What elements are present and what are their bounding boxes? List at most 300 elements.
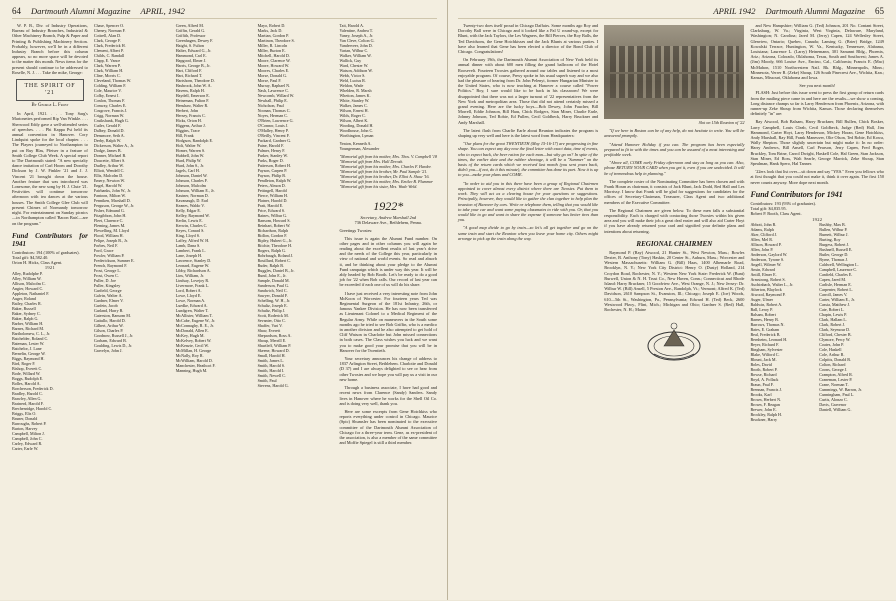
list-item: Fantoon, Milton W. (93, 193, 126, 198)
list-item: Haight, S. Fulton (175, 43, 204, 48)
list-item: Brainerd, Harold F. (12, 400, 44, 406)
list-item: Kavanaugh, D. Earl (175, 198, 209, 203)
class-note-paragraph: Through a business associate, I have had good and recent news from Clarence (Sandy) Sanders. Sandy lives in Hanover where he works for the Shell Oil Co. and is doing very well, thank you. (339, 385, 437, 406)
contributor-columns (750, 222, 884, 422)
list-item: Donner, Michael B. (93, 153, 127, 158)
list-item: O'Malley, Henry P. (257, 128, 289, 133)
list-item: Aker, Clifford J. (750, 231, 778, 237)
fund-title-1921: Fund Contributors for 1941 (12, 231, 88, 248)
list-item: Schultz, Philip J. (257, 308, 286, 313)
contributor-list (819, 222, 884, 422)
regional-chairmen-continued: and New Hampshire; William G. (Ted) Johnson, 201 No. Contant Street, Clarksburg, W. Va.; Virginia, West Virginia, Delaware, Maryland, Washington; N. Carolina; Jared M. (Jerry) Capen, 124 Wellesley Street, Glenview, Ontario; Quebec, Canada; Lansing G. (Brier) Bridge, 1249 Kowalski Terrace, Huntington, W. Va., Kentucky, Tennessee, Alabama, Louisiana; Laurence L. (Larry) Heinemann, 301 Sanunnt Bldg., Phoenix, Ariz.; Arizona, Colorado, Oklahoma, Texas, South and Southwest; James A. (Jim) Moody, 666 Louise Ave., Encino, Cal., California; Francis E. (Mac) McMahon, 1510 Northwestern Natl. Bk. Bldg., Minneapolis, Minn.; Minnesota, Verrer R. (Zeke) Shoup, 126 South Pinecrest Ave., Wichita, Kan.; Kansas, Missouri, Oklahoma and Iowa. (750, 23, 884, 81)
list-item: Dodge, James B. (93, 148, 122, 153)
list-item: Rohrbaugh, Roland J. (257, 253, 294, 258)
list-item: McCabe, Eugene W., Jr. (175, 318, 216, 323)
list-item: Newcomb, Willard W. (257, 93, 295, 98)
contributor-list (94, 23, 170, 353)
list-item: Keanes, Waldo V. (175, 203, 205, 208)
list-item: Noonan, Thomas C. (257, 108, 291, 113)
list-item: Bode, Willard W. (12, 370, 41, 376)
list-item: Sanderson, Paul G. (257, 283, 289, 288)
spirit-of-21-box: THE SPIRIT OF '21 (16, 79, 84, 101)
list-item: Smith, Harold S. (257, 363, 286, 368)
list-item: Hartshorn, Theodore D. (175, 78, 215, 83)
list-item: Burting, Roy (819, 236, 841, 242)
left-col-2 (94, 23, 170, 601)
list-item: Barnes, Richard M. (12, 325, 45, 331)
left-magazine-title: Dartmouth Alumni Magazine (31, 6, 131, 16)
list-item: Garfield, George (93, 288, 122, 293)
right-columns (458, 23, 884, 601)
list-item: Batchelder, Roland C. (12, 335, 49, 341)
photo-caption: Slot on 15th Reunion of '22 (698, 120, 745, 125)
list-item: Homer, Warren S. (175, 148, 206, 153)
list-item: "Memorial gift from his sister, Mrs. Wade Weld. (339, 184, 418, 189)
list-item: Alley, Rudolphe P. (12, 270, 43, 276)
left-col-1 (12, 23, 88, 601)
left-col-3 (176, 23, 252, 601)
list-item: Bingham, Sylvester (750, 346, 783, 352)
list-item: Shurtleff, William P. (257, 343, 292, 348)
list-item: Youngerman, Alexander (339, 146, 380, 151)
list-item: Frederickson, Sumner E. (93, 258, 135, 263)
list-item: Pendleton, Ralph W. (257, 178, 292, 183)
list-item: Sevanter, Otto C. (257, 318, 286, 323)
list-item: Clifford, Chester B. (819, 331, 852, 337)
list-item: Bushby, Max B. (819, 221, 846, 227)
list-item: Colby, Ernest I. (93, 93, 120, 98)
list-item: Scott, Roderick M. (257, 313, 289, 318)
list-item: Schultz, Joseph E. (257, 303, 288, 308)
list-item: Auchinbach, Walter L., Jr. (750, 281, 794, 287)
see-you-line: See you next month! (799, 83, 836, 89)
list-item: Lowe, Norman A. (175, 298, 206, 303)
list-item: Biggs, Raymond H. (12, 355, 45, 361)
list-item: Keyes, Conrad S. (175, 228, 205, 233)
list-item: Havens, Ralph H. (175, 88, 205, 93)
list-item: Anderson, Tyrone S. (750, 256, 785, 262)
class-note-paragraph: The Regional Chairmen are given below. To these men falls a substantial responsibility. Each is charged with contacting those Twosies within his given area and you will make their job a great deal easier and will also aid Carter Hoyt if you have already returned your card and signified your definite plans and intentions about returning. (604, 207, 745, 234)
left-page-number: 64 (12, 6, 21, 16)
list-item: Richardson, Ralph (257, 228, 289, 233)
list-item: Livermore, Frank L. (175, 283, 210, 288)
right-page (448, 0, 896, 600)
list-item: Cutler, Gerald F. (93, 123, 122, 128)
contributor-list (176, 23, 252, 373)
list-item: Burgess, Robert J. (819, 241, 850, 247)
class-note-paragraph: The complete roster of the Nominating Committee has been chosen and with Frank Horan as chairman, it consists of Jack Blunt, Jack Dodd, Red Hall and Les Morrissy. I know that Frank will be glad for suggestions for candidates for the offices of Secretary-Chairman, Treasurer, Class Agent and two additional members of the Executive Committee. (604, 178, 745, 205)
list-item: Bolles, Harold A. (12, 380, 41, 386)
list-item: Campbell, John C. (12, 435, 43, 441)
list-item: Barrows, Thomas N. (750, 321, 785, 327)
list-item: Johnson, Malcolm (175, 183, 206, 188)
list-item: Auger, Ulmer (750, 296, 774, 302)
list-item: Boyd, A. Pollack (750, 376, 779, 382)
right-magazine-title: Dartmouth Alumni Magazine (765, 6, 865, 16)
list-item: Hill, Frank (175, 133, 194, 138)
list-item: Bartholomew, C. L., Jr. (12, 330, 51, 336)
list-item: Rund, John E., Jr. (257, 273, 287, 278)
list-item: Crigg, Norman W. (93, 113, 125, 118)
left-running-head (12, 6, 437, 19)
list-item: McWilliam, Harold D. (175, 358, 213, 363)
list-item: Miller, R. Lincoln (257, 43, 288, 48)
photo-crowd-row (610, 46, 739, 72)
list-item: Lane, Joseph H. (175, 253, 203, 258)
right-col-3 (750, 23, 884, 601)
list-item: Bateman, Lester W. (12, 340, 45, 346)
list-item: Kelley, Raymond W. (175, 213, 210, 218)
left-columns (12, 23, 437, 601)
list-item: Shepardson, Ross A. (257, 333, 292, 338)
list-item: Jagels, Carl H. (175, 168, 200, 173)
list-item: Walker, William W. (339, 53, 372, 58)
list-item: Murray, Raphael N. (257, 83, 291, 88)
list-item: Allison, Howard P. (750, 241, 782, 247)
list-item: Smith, Paul (257, 378, 277, 383)
reunion-quote: "A good map divide to go by train—so let's all get together and go on the same train and start the Reunion when you leave your home city. Others might arrange to pick up the train along the way. (458, 225, 599, 241)
list-item: Carley, Edward R. (12, 440, 43, 446)
list-item: Baker, Ralph G. (12, 315, 39, 321)
list-item: Hubbell, John W. (175, 153, 205, 158)
list-item: Bowse, Richard (750, 371, 777, 377)
list-item: Harris, George B., Jr. (175, 63, 211, 68)
list-item: Griffith, Professor (175, 33, 206, 38)
list-item: Brewer, John E. (750, 406, 777, 412)
list-item: Blake, Wilford C. (750, 351, 780, 357)
list-item: Moores, Charles E. (257, 68, 290, 73)
list-item: Libby, Richardson A. (175, 268, 211, 273)
list-item: Chapin, Lewis P. (819, 311, 847, 317)
list-item: Brown, Herbert N. (750, 396, 782, 402)
list-item: Hurd, Philip W. (175, 158, 202, 163)
list-item: Cline, Morris C. (93, 73, 121, 78)
list-item: McMillan, H. George (175, 348, 212, 353)
class-note-paragraph: I have just received a very interesting note from John McKoon of Worcester. For fourteen years Ted was Regimental Surgeon of the 181st Infantry, 26th, or famous Yankee Division. He has now been transferred as Lieutenant Colonel to a Medical Regiment of the Regular Army. While on maneuvers in the South some months ago he tried to see Bob Griffin, who is a medico in another division and he also attempted to get hold of Cliff Watson in Charlotte but John missed connections in both cases. The Class wishes you luck and we want you to make good your promise that you will be in Hanover for the Twentieth. (339, 290, 437, 353)
right-page-number: 65 (875, 6, 884, 16)
list-item: Curtis, Alonzo C. (819, 396, 848, 402)
list-item: McKenzie, Cecil W. (175, 343, 209, 348)
list-item: Elliott, Wendell C. (93, 168, 125, 173)
list-item: Felipe, Joseph B., Jr. (93, 238, 128, 243)
list-item: Cruikshank, Hugh G. (93, 118, 129, 123)
list-item: Lamb, Dana S. (175, 243, 201, 248)
list-item: Bernheim, Leonard H. (750, 336, 788, 342)
list-item: Wilson, Albert K. (339, 118, 369, 123)
list-item: Mayo, Robert D. (257, 23, 286, 28)
list-item: "Memorial gift from Mrs. Hall Derosh. (339, 159, 404, 164)
list-item: Ferguson, George W., Jr. (93, 203, 135, 208)
list-item: Brooks, Karl (750, 391, 772, 397)
list-item: Gilbert, Arthur W. (93, 323, 124, 328)
reunion-quote: "Above all, COME early Friday afternoon and stay as long as you can. Also, please RETURN YOUR CARD when you get it, even if you are undecided. It will be of tremendous help in planning." (604, 160, 745, 176)
list-item: Cosgrove, Francis J. (93, 108, 128, 113)
contributor-list (750, 222, 815, 422)
list-item: Whelden, R. Marsh (339, 88, 372, 93)
list-item: Cole, Haskell (819, 346, 842, 352)
right-col-2 (604, 23, 744, 601)
list-item: Doucette, Albert S. (93, 158, 126, 163)
list-item: Emery, Newton W. (93, 178, 125, 183)
list-item: Blount, Jack M. (750, 356, 777, 362)
list-item: Burnett, Wilbur J. (819, 231, 849, 237)
list-item: Campbell, Laurence C. (819, 266, 858, 272)
byline: By George L. Frost (31, 103, 69, 109)
list-item: Raines, Wilbur G. (257, 213, 288, 218)
list-item: Mitchell, Harold D. (257, 53, 290, 58)
contributor-list (12, 271, 88, 451)
list-item: Briggs, Elis O. (12, 410, 37, 416)
list-item: Coates, John P. (819, 341, 845, 347)
list-item: Coons, George J. (819, 366, 848, 372)
contributor-list (339, 141, 437, 151)
list-item: Conlon, Thomas F. (93, 98, 126, 103)
list-item: McConnaghy, R. E., Jr. (175, 323, 214, 328)
list-item: Burton, Harvey (12, 425, 38, 431)
list-item: Heineman, Fulton F. (175, 98, 210, 103)
list-item: Bushnell, Russell E. (819, 246, 853, 252)
class-note-paragraph: Your secretary announces his change of address to 1837 Arlington Street, Bethlehem. Charlotte and Donald (D 37) and I are always delighted to see or hear from other Twosies and we hope you will pay us a visit in our new home. (339, 356, 437, 382)
list-item: O'Reilly, Vincent F. (257, 133, 290, 138)
list-item: Goodnow, Russell J., Jr. (93, 333, 134, 338)
list-item: Pierce, William H. (257, 193, 289, 198)
list-item: Burroughs, Robert P. (12, 420, 47, 426)
list-item: Bernelin, George W. (12, 350, 46, 356)
list-item: Gravelyn, John J. (93, 348, 123, 353)
list-item: Higgens, Arthur J. (175, 123, 206, 128)
list-item: Walker, James C. (339, 103, 368, 108)
list-item: Angier, Howard C. (12, 285, 44, 291)
list-item: Clark, William H. (93, 68, 124, 73)
list-item: Sandwich, Neil C. (257, 288, 288, 293)
list-item: Ansin, Edward (750, 266, 775, 272)
list-item: Flewelling, M. Lloyd (93, 228, 129, 233)
list-item: Fuller, Kingsley (93, 283, 121, 288)
list-item: Brawley, Allen G. (12, 395, 42, 401)
list-item: Henshaw, Walter R. (175, 103, 209, 108)
class-note-paragraph: '22ers look that list over—sit down and say "YES." Even you fellows who at first thought that you could not make it, think it over again. The first 150 never counts anyway. More dope next month. (750, 169, 884, 185)
list-item: Ellis, Malcolm D. (93, 173, 124, 178)
left-col-4 (258, 23, 334, 601)
list-item: Barber, William H. (12, 320, 44, 326)
list-item: Hapgood, Elmer J. (175, 58, 207, 63)
list-item: Ripley, Hubert G., Jr. (257, 238, 293, 243)
list-item: Payson, Philip B. (257, 173, 287, 178)
attendees-list: Ray Atwood, Bob Balsam, Harry Bruckner, Bill Bullen, Chick Bosker, Larry Campbell, Louis Cleab, Cecil Goldbeck, Judge (Red) Hall, Jim Hammond, Carter Hoyt, Larry Henderson, Mickey Horan, Gene Hotchkiss, Andy Marshall, Ray Hill, Frank Maneuver, Olie Olson, Ted Robie, Ed Kowa, Wally Shepton. Those slightly uncertain but might make it: In no order: Harry Andrews, Bill Ansell, Carl Pearson, Jerry Capen, Fred Boger, Bruckley, Tom Brine, Carrol Dwight, Haskell Cole, Hal Green, Stan Jackson, Stan Miner, Ed Ross, Walt Searle, George Marrick, Zeke Shoup, Stan Spealman, Hank Spero, Hal Tanner. (750, 119, 884, 167)
list-item: Marks, Jack D. (257, 28, 283, 33)
list-item: Smith, Newell C. (257, 373, 287, 378)
list-item: Caldwell, Wellington L. (819, 261, 859, 267)
class-year-heading: 1922* (373, 199, 404, 213)
list-item: Hasbrook, John W. A. (175, 83, 212, 88)
list-item: Small, Harold H. (257, 353, 286, 358)
list-item: Beyer, Richard F. (750, 341, 780, 347)
contributor-list (258, 23, 334, 388)
list-item: Noyes, Herman C. (257, 113, 289, 118)
list-item: Ridlon, Gordon F. (257, 233, 288, 238)
list-item: "Memorial gift from his mother, Mrs. Charles F. Harder. (339, 164, 432, 169)
column-intro: W. P. B., Div. of Industry Operations, Bureau of Industry Branches, Industrial & Other Machinery Branch, Pulp & Paper and Printing & Publishing Machinery Section. Probably, however, we'll be in a different Industry Branch before this column appears, so no more space will be devoted to the matter this month. News items for the present should continue to be addressed to Roselle, N. J. . . . Take the mike, George: (12, 23, 88, 75)
list-item: Nash, Lawrence C. (257, 88, 289, 93)
list-item: Canfield, Charles E. (819, 271, 853, 277)
list-item: Laffey, Alfred W. H. (175, 238, 210, 243)
list-item: Chase, Spencer O. (93, 23, 125, 28)
list-item: McDonald, Allen E. (175, 328, 209, 333)
list-item: Borcherson, Frederick D. (12, 385, 54, 391)
list-item: Dudley, Arthur W. (93, 163, 124, 168)
list-item: Byrne, Thomas J. (819, 256, 849, 262)
list-item: Lins, William, Jr. (175, 273, 205, 278)
list-item: Abbott, John R. (750, 221, 777, 227)
list-item: Sawyer, Donald F. (257, 293, 288, 298)
list-item: Shoup, Merrill E. (257, 338, 287, 343)
regional-chairmen-list: Raymond P. (Ray) Atwood, 21 Hunter St., West Newton, Mass.; Bowles Dexter, B. Anthony (Tony) Haskin, 20 Center St., Auburn, Mass.; Worcester and Western Massachusetts: William G. (Bill) Haas, 1400 Albemarle Road, Brooklyn, N. Y.; New York City District: Henry O. (Dusty) Holland, 214 Croydon Road, Rochester, N. Y.; Western New York State: Frederick W. (Bunt) Burwell, Union & N. H. Trust Co., New Haven, Conn.; Connecticut and Rhode Island: Harry Bruckner, 15 Goodview Ave., West Orange, N. J.; New Jersey: Dr. Wilbur W. (Bill) Ansell, 5 Preston Ave., Randolph, Vt.; Vermont; Alfred K. (Ted) Davidson, 2610 Sampson St., Evanston, Ill.; Chicago; Joseph E. (Joe) Woods, 610—5th St., Washington, Pa., Pennsylvania; Edward H. (Ted) Beck, 2600 Westwood Pkwy., Flint, Mich.; Michigan and Ohio; Gardner S. (Red) Hall, Rochester, N. H.; Maine (604, 249, 745, 313)
list-item: Bullen, Wilbur P. (819, 226, 848, 232)
list-item: Smith, James L. (257, 358, 284, 363)
list-item: Carpenter, Robert L. (819, 286, 853, 292)
list-item: Fowler, William P. (93, 253, 125, 258)
list-item: Conway, Charles E. (93, 103, 127, 108)
list-item: Gardner, Elmer V. (93, 298, 124, 303)
list-item: Craneman, Lester P. (819, 376, 853, 382)
list-item: Martian, Gordon P. (257, 33, 289, 38)
list-item: Stevens, Harold G. (257, 383, 289, 388)
list-item: Crane, Norman T. (819, 381, 849, 387)
fund-line: Contributors: 194 (100% of graduates). (12, 249, 80, 255)
list-item: Bird, Roger F. (12, 360, 36, 366)
list-item: Bishop, Everett C. (12, 365, 43, 371)
list-item: Batchelor, J. Lane (12, 345, 42, 351)
list-item: Goulding, Lewis D., Jr. (93, 343, 133, 348)
list-item: Ransom, Howard S. (257, 218, 291, 223)
list-item: Woodhouse, John C. (339, 128, 374, 133)
list-item: Clark, George F. (93, 38, 121, 43)
list-item: Balsam, Robert (750, 311, 776, 317)
list-item: Carroll, James V. (819, 291, 848, 297)
list-item: Colding, William F. (93, 83, 127, 88)
list-item: Clymore, Percy W. (819, 336, 851, 342)
list-item: Allen, John P. (750, 246, 774, 252)
list-item: Vaney, Joseph A., Jr. (339, 33, 374, 38)
left-page (0, 0, 448, 600)
reunion-group-photo (604, 25, 744, 119)
list-item: Kerwin, Charles C. (175, 223, 208, 228)
list-item: Baldwin, Robert A. (750, 301, 783, 307)
list-item: Morse, Donald G. (257, 73, 288, 78)
list-item: Clapp, E. Vance (93, 58, 121, 63)
year-label-1922: 1922 (812, 216, 823, 222)
list-item: Miller, Burton E. (257, 48, 286, 53)
list-item: Cassia, Matthew J. (819, 301, 851, 307)
list-item: Valentine, Andrea T. (339, 28, 373, 33)
fund-title-1922: Fund Contributors for 1941 (750, 189, 843, 199)
list-item: Wilds, Roger C. (339, 113, 366, 118)
list-item: White, Stanley W. (339, 98, 370, 103)
class-secretary: Secretary, Andrew Marshall 2nd (360, 215, 417, 220)
list-item: Herbert, John (175, 108, 199, 113)
list-item: Braun, Paul F. (750, 381, 774, 387)
list-item: Weldon, Wade (339, 83, 364, 88)
list-item: Butler, George D. (819, 251, 849, 257)
list-item: Weld, Lucius R. (339, 78, 366, 83)
list-item: Carter, Earle W. (12, 445, 39, 451)
list-item: Cate, Robert L. (819, 306, 845, 312)
reunion-quote: "Our plans for the great TWENTIETH (May 15-16-17) are progressing in fine shape. You can expect any day now the final letter with exact data, time of events, who to expect back, the beer ration for each man—but why go on? In spite of the times, the earlier date and the rubber shortage, it will be a "Summer" on the basis of the return cards which we received last month (you sent yours back, didn't you—if not, do it this minute), the committee has done its part. Now it is up to you—make your plans and COME. (458, 141, 599, 178)
list-item: Nicholson, Paul (257, 103, 284, 108)
list-item: Galvin, Walter A. (93, 293, 123, 298)
list-item: Moore, Howard W. (257, 63, 290, 68)
secretary-address: 736 Delaware Ave., Bethlehem, Penna. (354, 220, 422, 226)
list-item: Shaffer, Vari V. (257, 323, 283, 328)
list-item: Bruner, Donald (12, 415, 38, 421)
list-item: Dalbey, Donald D. (93, 128, 125, 133)
list-item: Kastner, Norman D. (175, 193, 209, 198)
list-item: Frost, Owen C. (93, 273, 119, 278)
fund-line: Total gift: $4,835.95. (750, 206, 787, 212)
fund-line: Contributors: 193 (93% of graduates). (750, 200, 816, 206)
list-item: Johnson, Daniel W. (175, 173, 208, 178)
list-item: Leonard, Eugene W. (175, 263, 210, 268)
fund-line: Robert P. Booth, Class Agent. (750, 211, 802, 217)
list-item: Fairbanks, John W., Jr. (93, 188, 132, 193)
list-item: Crampton, Alfred R. (819, 371, 853, 377)
list-item: Fenniken, Marshall D. (93, 198, 131, 203)
list-item: Sample, Donald M. (257, 278, 290, 283)
list-item: Ruder, Ralph B. (257, 263, 285, 268)
list-item: Atwood, Raymond P. (750, 291, 786, 297)
regional-chairmen-heading: REGIONAL CHAIRMEN (636, 239, 713, 248)
memorial-notes (339, 154, 437, 189)
list-item: Clark, Robert J. (819, 321, 846, 327)
list-item: Cummings, W. Barron, Jr. (819, 386, 862, 392)
list-item: Clark, Hallam L. (819, 316, 847, 322)
list-item: Derby, Ralph W. (93, 138, 122, 143)
list-item: Densmore, Seth A. (93, 133, 125, 138)
list-item: Griffin, Gerald G. (175, 28, 206, 33)
list-item: Barnes, Henry B. (750, 316, 779, 322)
list-item: Lambert, Frank L. (175, 248, 206, 253)
list-item: Lord, Robert A. (175, 288, 202, 293)
list-item: Bailey, Charles R. (12, 300, 42, 306)
flash-paragraph: FLASH: Just before this issue went to press the first group of return cards from the mailing piece came in and here are the results—we show a coming, Long distance champs so far is Larry Henderson from Phoenix, Arizona, with runner-up Zeke Shoup from Wichita, Kansas. Those declaring themselves definitely "in" are: (750, 90, 884, 117)
list-item: Vanderveer, John D. (339, 43, 373, 48)
list-item: Angell, Wilmer W. (750, 261, 782, 267)
list-item: Worthington, Lyman (339, 133, 374, 138)
list-item: Gilson, Charles P. (93, 328, 124, 333)
list-item: Bradley, Harold C. (12, 390, 43, 396)
list-item: Bates, E. Graham (750, 326, 780, 332)
list-item: Clark, Warren P. (93, 63, 121, 68)
list-item: Paine, Harold F. (257, 143, 285, 148)
list-item: Pratt, Harold E. (257, 203, 284, 208)
class-note-paragraph: Twenty-two does itself proud in Chicago Daffairs. Some months ago Roy and Dorothy Ball were in Chicago and it looked like a Pal U round-up, except for Blunt, with the Jack Taylors, the Les Wagners, the Bill Pierces, the Roy Balls, the Ted Davidsons, the Gene Hotchkisses and the Jack Blunts at various parties. I have also learned that Gene has been elected a director of the Bond Club of Chicago. Congratulations! (458, 23, 599, 55)
list-item: Flood, William H. (93, 233, 124, 238)
list-item: Manning, Hugh M. (175, 368, 208, 373)
list-item: Fleming, James M. (93, 223, 126, 228)
list-item: Gattullo, Harold D. (93, 318, 126, 323)
list-item: Cole, Maurice V. (93, 88, 122, 93)
right-running-head (458, 6, 884, 19)
dartmouth-seal-emblem (639, 316, 709, 366)
list-item: Hurd, John S., Jr. (175, 163, 205, 168)
fund-line: Orton H. Hicks, Class Agent. (12, 260, 63, 266)
list-item: Kelly, Edgar E. (175, 208, 201, 213)
list-item: Cleveland, Thomas W. (93, 78, 132, 83)
list-item: Campbell, Milton J. (12, 430, 45, 436)
list-item: O'Connor, Louis J. (257, 123, 289, 128)
list-item: Platner, Harold D. (257, 198, 288, 203)
list-item: Hodgson, Randolph E. (175, 138, 214, 143)
